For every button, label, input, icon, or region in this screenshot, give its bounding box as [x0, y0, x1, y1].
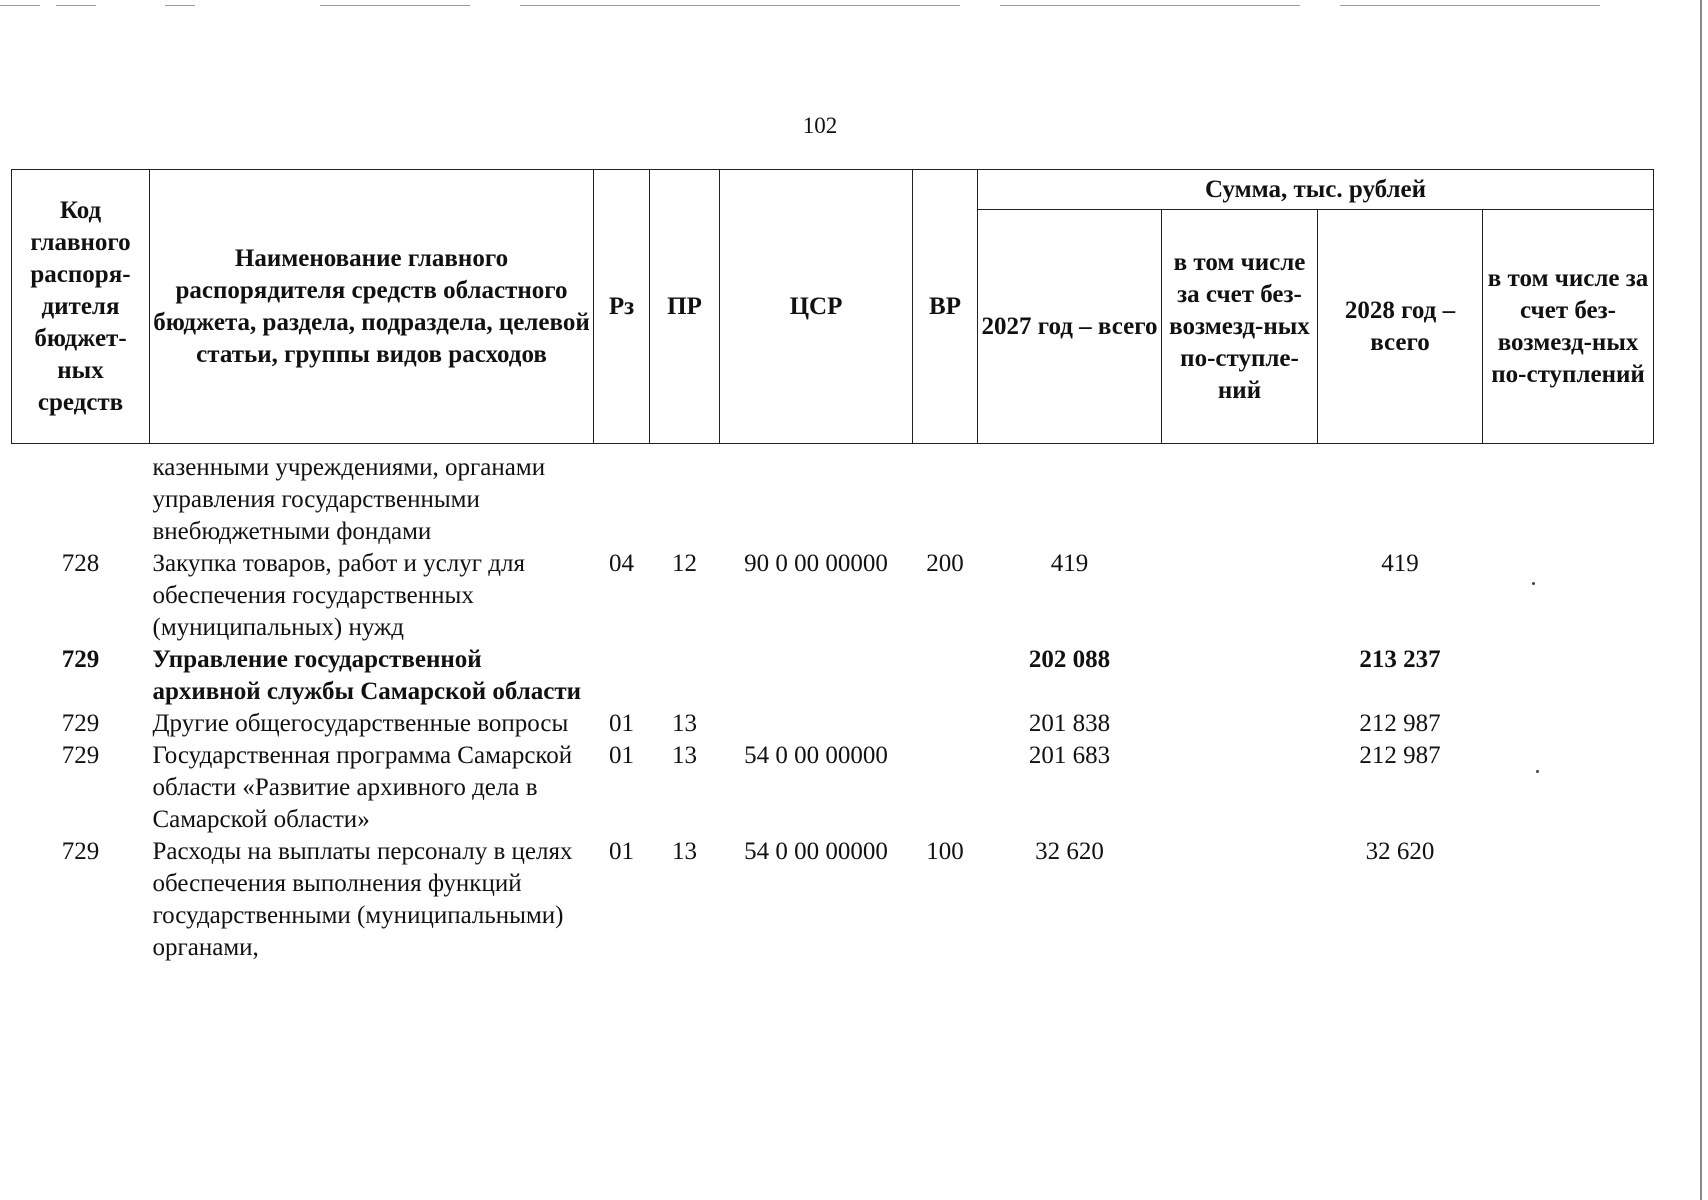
cell-2027-grants	[1162, 836, 1318, 964]
cell-pr: 13	[672, 742, 697, 769]
header-csr: ЦСР	[720, 170, 913, 444]
cell-code	[12, 444, 150, 549]
header-2028-grants: в том числе за счет без-возмезд-ных по-ступлений	[1483, 210, 1654, 444]
cell-rz: 01	[609, 742, 634, 769]
cell-vr	[913, 708, 978, 740]
cell-2028-grants	[1483, 444, 1654, 549]
cell-2027-total: 201 838	[1028, 710, 1111, 737]
cell-2027-total: 32 620	[1035, 838, 1104, 865]
header-name: Наименование главного распорядителя средств областного бюджета, раздела, подраздела, целевой статьи, группы видов расходов	[150, 170, 594, 444]
table-header	[12, 170, 1654, 444]
cell-2027-grants	[1162, 708, 1318, 740]
cell-2028-total	[1318, 444, 1483, 549]
cell-rz	[594, 644, 650, 708]
cell-vr	[913, 644, 978, 708]
cell-name: казенными учреждениями, органами управления государственными внебюджетными фондами	[152, 454, 546, 545]
cell-rz: 01	[609, 838, 634, 865]
cell-code: 729	[61, 710, 100, 737]
header-2027-total: 2027 год – всего	[978, 210, 1162, 444]
header-sum: Сумма, тыс. рублей	[978, 170, 1654, 210]
page-number: 102	[802, 113, 838, 138]
scan-edge-top	[0, 0, 1708, 12]
cell-2027-grants	[1162, 644, 1318, 708]
table-row	[12, 740, 1654, 836]
cell-2028-total: 212 987	[1359, 710, 1441, 737]
cell-pr	[650, 444, 720, 549]
table-row	[12, 644, 1654, 708]
cell-2028-grants	[1483, 644, 1654, 708]
scan-edge-right	[1700, 0, 1702, 1200]
header-2028-total: 2028 год – всего	[1318, 210, 1483, 444]
table-row	[12, 444, 1654, 549]
cell-rz: 04	[609, 550, 634, 577]
cell-pr: 13	[672, 838, 697, 865]
budget-table	[11, 169, 1654, 964]
cell-csr: 54 0 00 00000	[744, 742, 888, 769]
table-row	[12, 708, 1654, 740]
cell-2028-total: 32 620	[1365, 838, 1435, 865]
cell-2027-grants	[1162, 740, 1318, 836]
cell-2028-grants	[1483, 740, 1654, 836]
cell-2028-total: 419	[1381, 550, 1419, 577]
header-vr: ВР	[913, 170, 978, 444]
cell-2028-grants	[1483, 548, 1654, 644]
scan-speck	[1532, 582, 1535, 585]
cell-code: 729	[61, 838, 100, 865]
cell-2027-total: 201 683	[1028, 742, 1111, 769]
cell-2027-total: 202 088	[1028, 646, 1111, 673]
cell-name: Управление государственной архивной службы Самарской области	[152, 646, 582, 705]
cell-2027-grants	[1162, 548, 1318, 644]
cell-rz: 01	[609, 710, 634, 737]
header-pr: ПР	[650, 170, 720, 444]
scan-speck	[1536, 770, 1539, 773]
header-rz: Рз	[594, 170, 650, 444]
table-row	[12, 836, 1654, 964]
cell-2028-grants	[1483, 836, 1654, 964]
cell-2027-total: 419	[1050, 550, 1089, 577]
header-2027-grants: в том числе за счет без-возмезд-ных по-ступле-ний	[1162, 210, 1318, 444]
cell-code: 728	[61, 550, 100, 577]
cell-vr: 100	[926, 838, 964, 865]
cell-csr	[720, 708, 913, 740]
cell-2027-total	[978, 444, 1162, 549]
cell-csr: 90 0 00 00000	[744, 550, 888, 577]
cell-csr	[720, 644, 913, 708]
cell-2027-grants	[1162, 444, 1318, 549]
cell-2028-total: 212 987	[1359, 742, 1441, 769]
cell-name: Расходы на выплаты персоналу в целях обеспечения выполнения функций государственными (муниципальными) органами,	[152, 838, 573, 961]
cell-pr	[650, 644, 720, 708]
cell-csr	[720, 444, 913, 549]
cell-pr: 12	[672, 550, 697, 577]
cell-rz	[594, 444, 650, 549]
cell-code: 729	[61, 646, 100, 673]
cell-csr: 54 0 00 00000	[744, 838, 888, 865]
cell-vr	[913, 444, 978, 549]
table-row	[12, 548, 1654, 644]
cell-vr: 200	[926, 550, 964, 577]
cell-pr: 13	[672, 710, 697, 737]
cell-2028-grants	[1483, 708, 1654, 740]
header-code: Код главного распоря-дителя бюджет-ных средств	[12, 170, 150, 444]
cell-vr	[913, 740, 978, 836]
cell-code: 729	[61, 742, 100, 769]
cell-name: Закупка товаров, работ и услуг для обеспечения государственных (муниципальных) нужд	[152, 550, 525, 641]
cell-2028-total: 213 237	[1359, 646, 1441, 673]
cell-name: Государственная программа Самарской области «Развитие архивного дела в Самарской области»	[152, 742, 573, 833]
table-body	[12, 444, 1654, 965]
cell-name: Другие общегосударственные вопросы	[152, 710, 569, 737]
